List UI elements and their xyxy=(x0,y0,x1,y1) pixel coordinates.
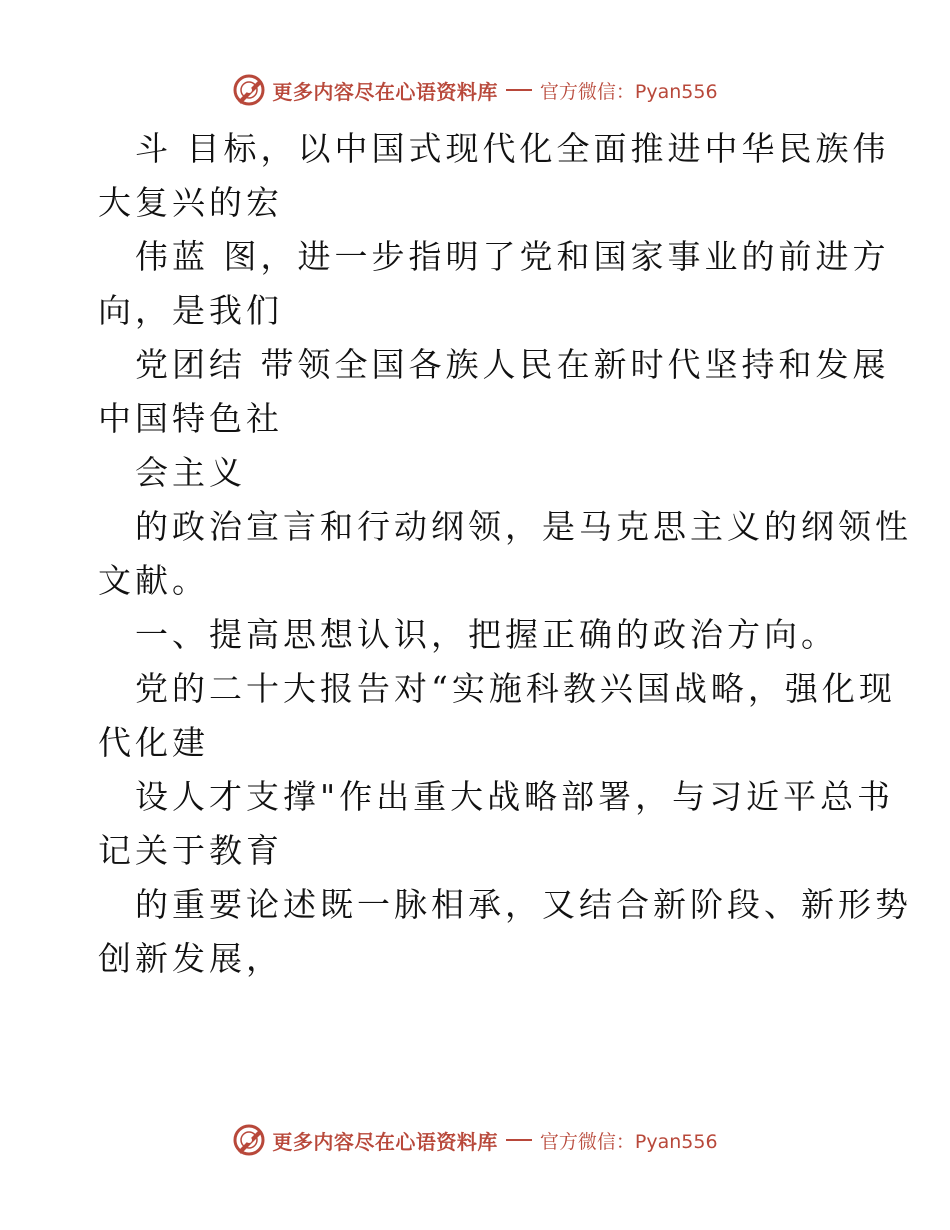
text-line: 中国特色社 xyxy=(98,399,283,438)
pen-logo-icon xyxy=(232,1123,266,1157)
text-line: 代化建 xyxy=(98,723,209,762)
header-watermark xyxy=(0,70,950,110)
pen-logo-icon xyxy=(232,73,266,107)
footer-watermark xyxy=(0,1120,950,1160)
header-brand-text: 更多内容尽在心语资料库 xyxy=(272,79,498,104)
text-line: 大复兴的宏 xyxy=(98,183,283,222)
text-line: 伟蓝 图，进一步指明了党和国家事业的前进方 xyxy=(135,237,890,276)
footer-wechat-text: 官方微信：Pyan556 xyxy=(539,1130,718,1153)
text-line: 一、提高思想认识，把握正确的政治方向。 xyxy=(135,615,838,654)
body-text xyxy=(98,122,912,986)
footer-divider xyxy=(506,1139,532,1141)
text-line: 党的二十大报告对“实施科教兴国战略，强化现 xyxy=(135,669,896,708)
header-divider xyxy=(506,89,532,91)
text-line: 的重要论述既一脉相承，又结合新阶段、新形势 xyxy=(135,885,912,924)
text-line: 斗 目标，以中国式现代化全面推进中华民族伟 xyxy=(135,129,890,168)
header-wechat-text: 官方微信：Pyan556 xyxy=(539,80,718,103)
text-line: 文献。 xyxy=(98,561,209,600)
text-line: 设人才支撑"作出重大战略部署，与习近平总书 xyxy=(135,777,895,816)
text-line: 记关于教育 xyxy=(98,831,283,870)
footer-brand-text: 更多内容尽在心语资料库 xyxy=(272,1129,498,1154)
text-line: 向，是我们 xyxy=(98,291,283,330)
text-line: 会主义 xyxy=(135,453,246,492)
text-line: 党团结 带领全国各族人民在新时代坚持和发展 xyxy=(135,345,890,384)
text-line: 创新发展， xyxy=(98,939,283,978)
text-line: 的政治宣言和行动纲领，是马克思主义的纲领性 xyxy=(135,507,912,546)
